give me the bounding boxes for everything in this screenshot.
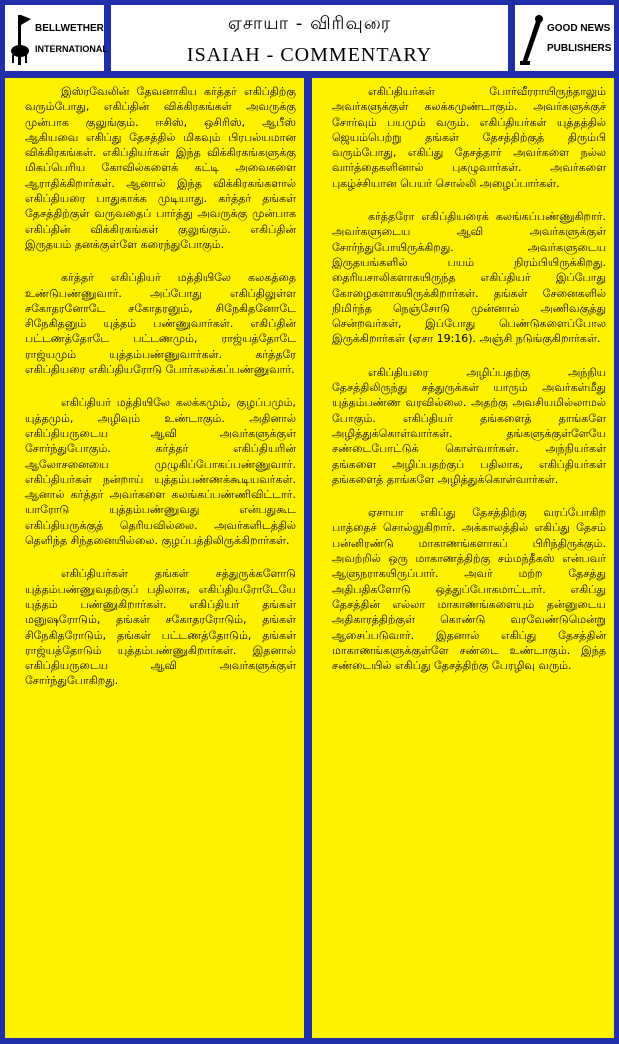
- bellwether-line2: INTERNATIONAL: [35, 44, 108, 54]
- paragraph: கர்த்தரோ எகிப்தியரைக் கலங்கப்பண்ணுகிறார். அவர்களுடைய ஆவி அவர்களுக்குள் சோர்ந்துபோயிருக்கிறது. அவர்களுடைய இருதயங்களில் பயம் நிரம்பியிருக்கிறது. தைரியசாலிகளாகயிருந்த எகிப்தியர் இப்போது கோழைகளாகயிருக்கிறார்கள். தங்கள் சேனைகளில் நிமிர்ந்த நெஞ்சோடு முன்னால் அணிவகுத்து சென்றவர்கள், இப்போது பெண்டுகளைப்போல இருக்கிறார்கள் (ஏசா 19:16). அஞ்சி நடுங்குகிறார்கள்.: [332, 210, 606, 346]
- trumpet-icon: [518, 11, 544, 67]
- good-news-line1: GOOD NEWS: [547, 23, 611, 34]
- paragraph: எகிப்தியர்கள் தங்கள் சத்துருக்களோடு யுத்தம்பண்ணுவதற்குப் பதிலாக, எகிப்தியரோடேயே யுத்தம் பண்ணுகிறார்கள். எகிப்தியர் தங்கள் மனுஷரோடும், தங்கள் சகோதரரோடும், தங்கள் சிநேகிதரோடும், தங்கள் பட்டணத்தோடும், தங்கள் ராஜ்யத்தோடும் யுத்தம்பண்ணுகிறார்கள். இதனால் எகிப்தியருடைய ஆவி அவர்களுக்குள் சோர்ந்துபோகிறது.: [25, 567, 296, 688]
- paragraph: கர்த்தர் எகிப்தியர் மத்தியிலே கலகத்தை உண்டுபண்ணுவார். அப்போது எகிப்திலுள்ள சகோதரனோடே சகோதரனும், சிநேகிதனோடே சிநேகிதனும் யுத்தம் பண்ணுவார்கள். எகிப்தின் பட்டணத்தோடே பட்டணமும், ராஜ்யத்தோடே ராஜ்யமும் யுத்தம்பண்ணுவார்கள். கர்த்தரே எகிப்தியரை எகிப்தியரோடு போர்கலக்கப்பண்ணுவார்.: [25, 271, 296, 377]
- paragraph: எகிப்தியரை அழிப்பதற்கு அந்நிய தேசத்திலிருந்து சத்துருக்கள் யாரும் அவர்கள்மீது யுத்தம்பண்ண வரவில்லை. அதற்கு அவசியமில்லாமல் போகும். எகிப்தியர் தங்களைத் தாங்களே அழித்துக்கொள்வார்கள். தங்களுக்குள்ளேயே சண்டைபோட்டுக் கொள்வார்கள். அந்நியர்கள் தங்களை அழிப்பதற்குப் பதிலாக, எகிப்தியர்கள் தங்களைத் தாங்களே அழித்துக்கொள்வார்கள்.: [332, 365, 606, 486]
- right-column: [310, 76, 616, 1040]
- lamb-flag-icon: [8, 11, 32, 67]
- bellwether-logo: [3, 3, 106, 73]
- title-english: ISAIAH - COMMENTARY: [186, 44, 433, 66]
- title-box: [109, 3, 510, 73]
- paragraph: எகிப்தியர்கள் போர்வீரராயிருந்தாலும் அவர்களுக்குள் கலக்கமுண்டாகும். அவர்களுக்குச் சோர்வும் பயமும் வரும். எகிப்தியர்கள் யுத்தத்தில் ஜெயம்பெற்று தங்கள் தேசத்திற்குத் திரும்பி வரும்போது, எகிப்து தேசத்தார் அவர்களை நல்ல வார்த்தைகளினால் புகழுவார்கள். அவர்களை புகழ்ச்சியான பெயர் சொல்லி அழைப்பார்கள்.: [332, 85, 606, 190]
- left-column: [3, 76, 306, 1040]
- paragraph: ஏசாயா எகிப்து தேசத்திற்கு வரப்போகிற பாத்தைச் சொல்லுகிறார். அக்காலத்தில் எகிப்து தேசம் பன்னிரண்டு மாகாணங்களாகப் பிரிந்திருக்கும். அவற்றில் ஒரு மாகாணத்திற்கு சம்மந்தீகஸ் என்பவர் ஆளுநராகயிருப்பார். அவர் மற்ற தேசத்து அதிபதிகளோடு ஒத்துப்போகமாட்டார். எகிப்து தேசத்தின் எல்லா மாகாணங்களையும் தன்னுடைய அதிகாரத்திற்குள் கொண்டு வரவேண்டுமென்று ஆசைப்படுவார். இதனால் எகிப்து தேசத்தின் மாகாணங்களுக்குள்ளே சண்டை உண்டாகும். இந்த சண்டையில் எகிப்து தேசத்திற்கு பேரழிவு வரும்.: [332, 506, 606, 673]
- good-news-logo: [513, 3, 616, 73]
- title-tamil: ஏசாயா - விரிவுரை: [227, 13, 392, 34]
- paragraph: இஸ்ரவேலின் தேவனாகிய கர்த்தர் எகிப்திற்கு வரும்போது, எகிப்தின் விக்கிரகங்கள் அவருக்கு முன்பாக குலுங்கும். ஈசிஸ், ஒசிரிஸ், ஆபீஸ் ஆகியவை எகிப்து தேசத்தில் மிகவும் பிரபல்யமான விக்கிரகங்கள். எகிப்தியர்கள் இந்த விக்கிரகங்களுக்கு மிகப்பெரிய கோவில்களைக் கட்டி அவைகளை ஆராதிக்கிறார்கள். ஆனால் இந்த விக்கிரகங்களால் எகிப்தியரை பாதுகாக்க முடியாது. கர்த்தர் தங்கள் தேசத்திற்குள் வருவதைப் பார்த்து அவருக்கு முன்பாக எகிப்தின் விக்கிரகங்கள் குலுங்கும். எகிப்தின் இருதயம் தனக்குள்ளே கரைந்துபோகும்.: [25, 85, 296, 251]
- good-news-line2: PUBLISHERS: [547, 43, 612, 54]
- paragraph: எகிப்தியர் மத்தியிலே கலக்கமும், குழப்பமும், யுத்தமும், அழிவும் உண்டாகும். அதினால் எகிப்தியருடைய ஆவி அவர்களுக்குள் சோர்ந்துபோகும். கர்த்தர் எகிப்தியரின் ஆலோசனையை முழுகிப்போகப்பண்ணுவார். எகிப்தியர்கள் நன்றாய் யுத்தம்பண்ணக்கூடியவர்கள். ஆனால் கர்த்தர் அவர்களை கலங்கப்பண்ணிவிட்டார். யாரோடு யுத்தம்பண்ணுவது என்பதுகூட எகிப்தியருக்குத் தெரியவில்லை. அவர்களிடத்தில் தெளிந்த சிந்தனையில்லை. குழப்பத்திலிருக்கிறார்கள்.: [25, 396, 296, 548]
- bellwether-line1: BELLWETHER: [35, 23, 104, 34]
